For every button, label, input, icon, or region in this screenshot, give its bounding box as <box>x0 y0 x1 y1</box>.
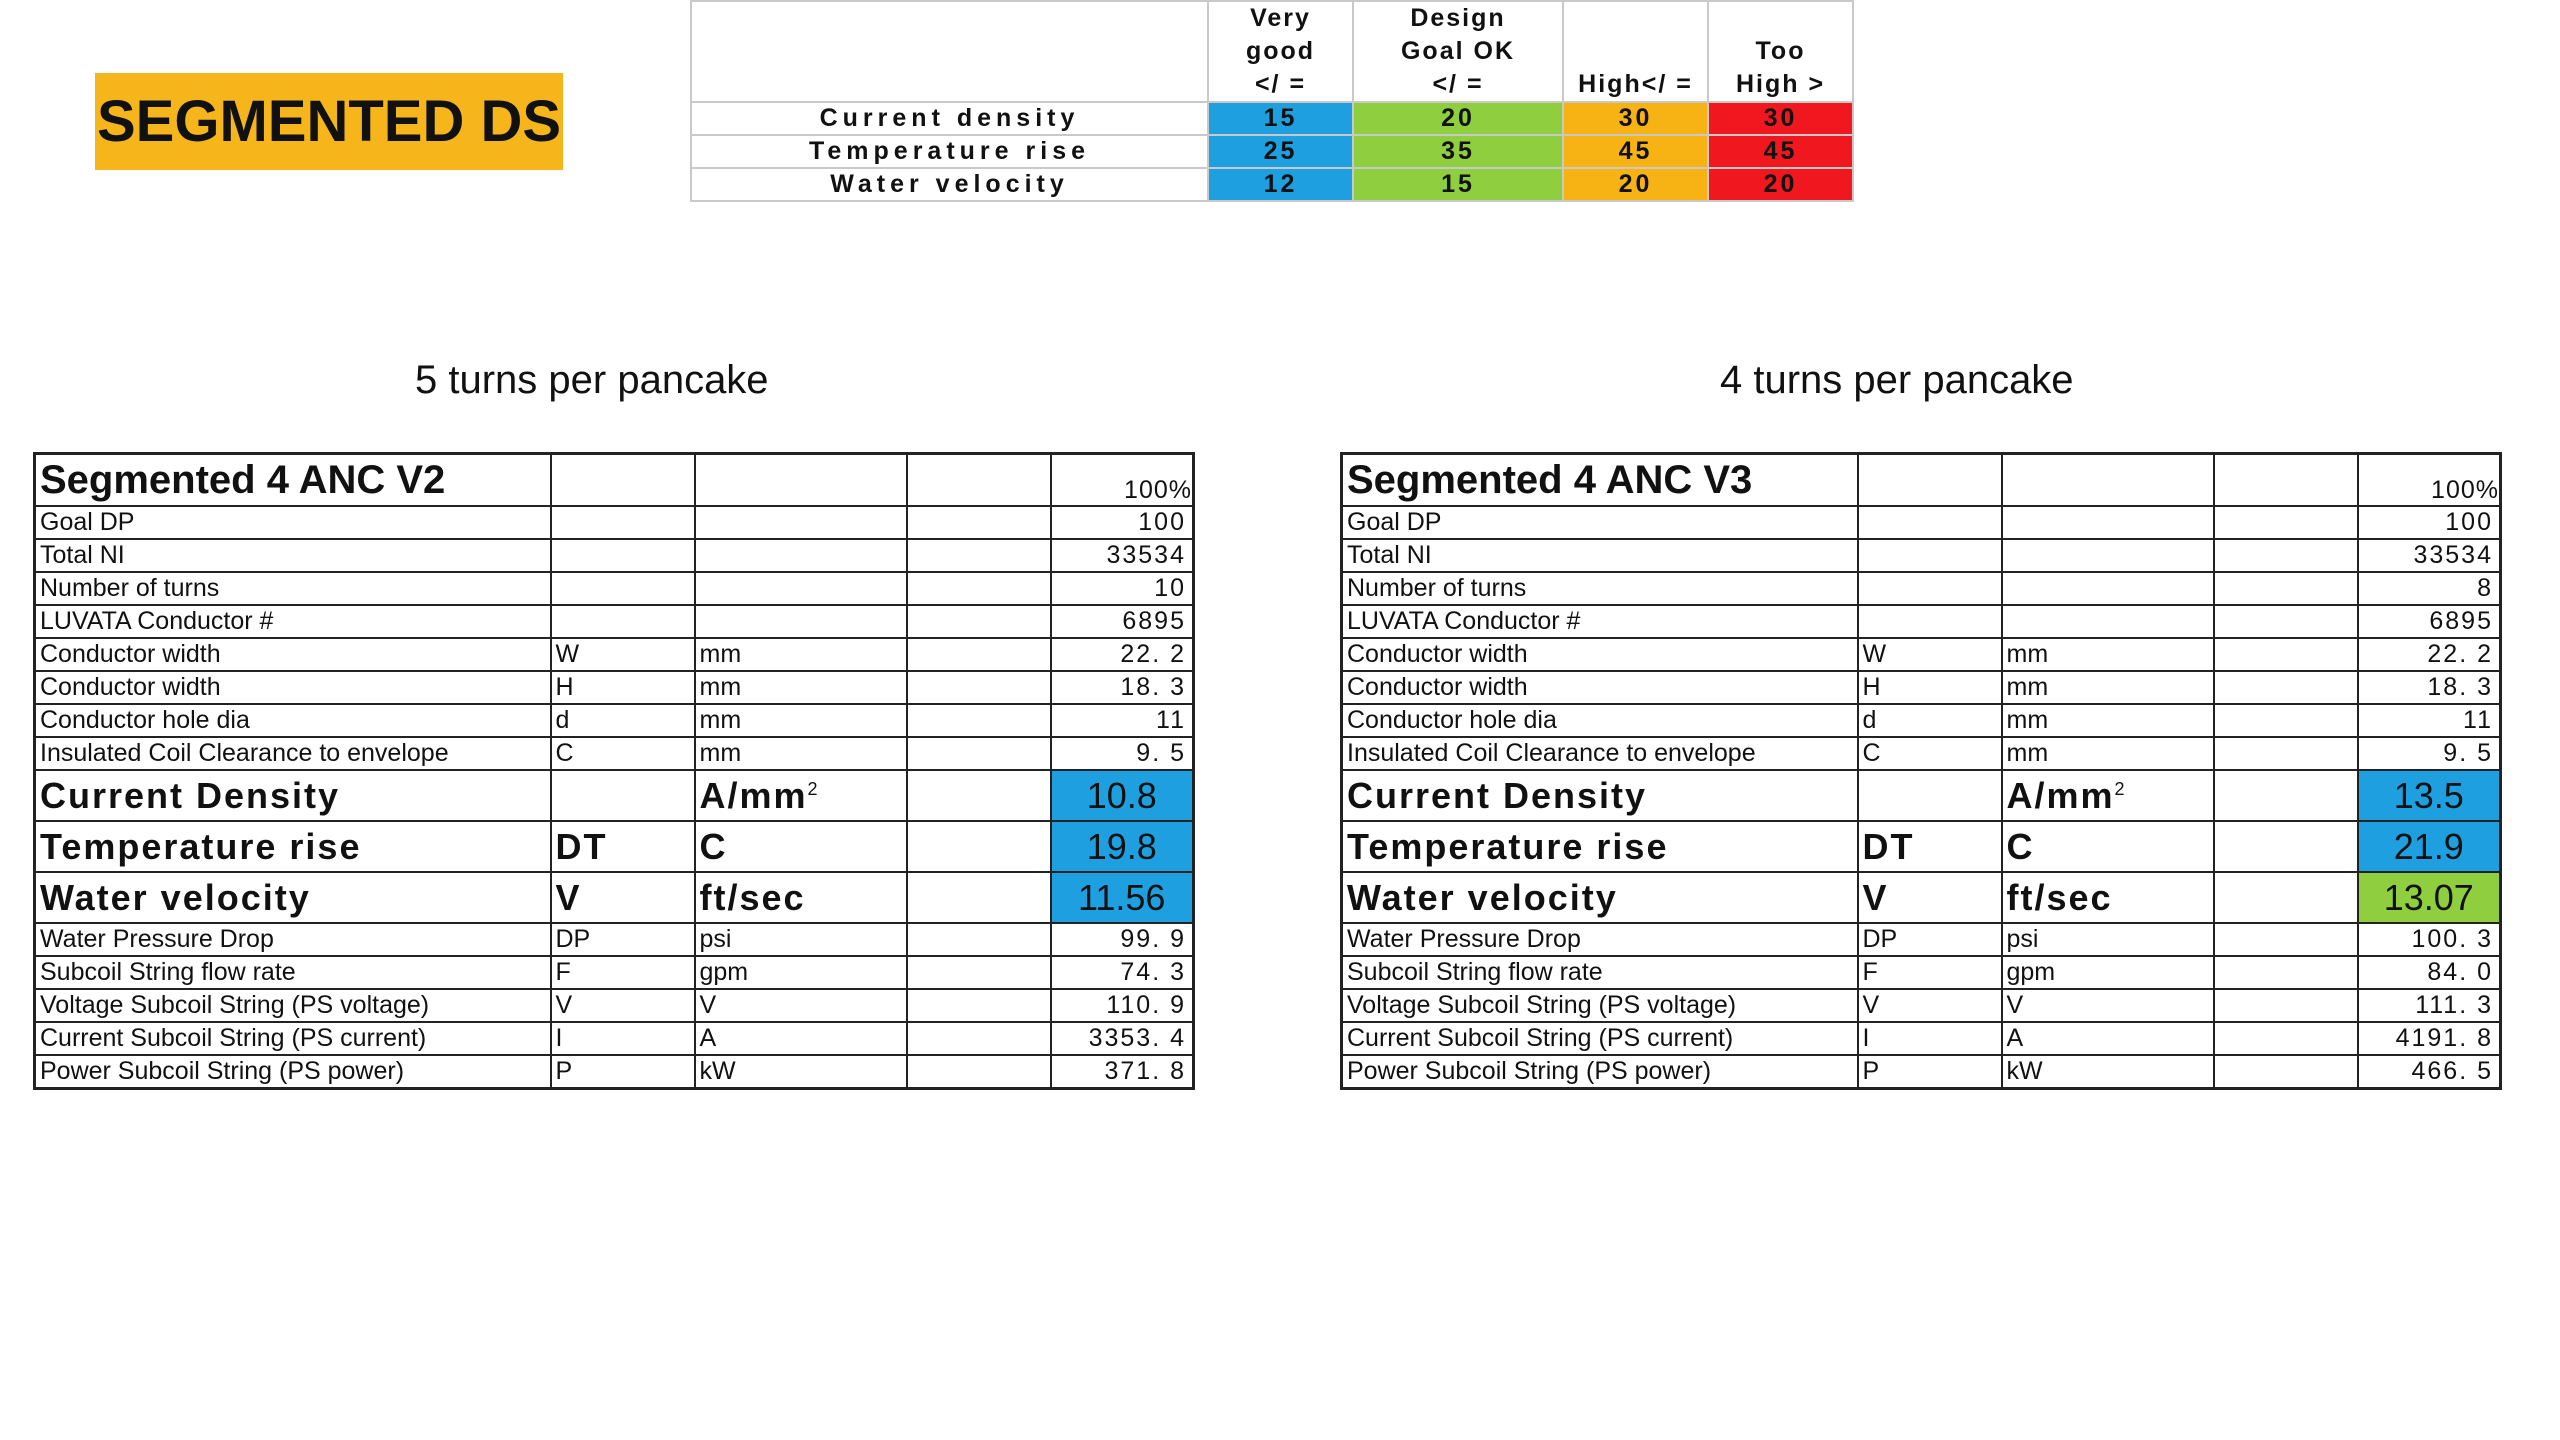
table-row <box>1342 539 2501 572</box>
row-value: 9. 5 <box>1051 737 1194 770</box>
empty-cell <box>2214 737 2358 770</box>
table-header-row <box>1342 454 2501 507</box>
row-label: Total NI <box>35 539 551 572</box>
empty-cell <box>907 956 1051 989</box>
legend-header-too-high-text: Too High > <box>1735 37 1826 98</box>
empty-cell <box>2214 454 2358 507</box>
metric-value: 13.5 <box>2358 770 2501 821</box>
table-row <box>1342 671 2501 704</box>
row-symbol <box>551 572 695 605</box>
table-row <box>35 506 1194 539</box>
table-row <box>1342 605 2501 638</box>
table-row <box>35 737 1194 770</box>
empty-cell <box>551 454 695 507</box>
metric-value: 10.8 <box>1051 770 1194 821</box>
table-row <box>1342 572 2501 605</box>
legend-header-design-ok <box>1353 1 1563 102</box>
empty-cell <box>2214 1055 2358 1089</box>
legend-row-label: Temperature rise <box>691 135 1208 168</box>
row-unit <box>2002 539 2214 572</box>
row-symbol: d <box>551 704 695 737</box>
row-symbol <box>1858 539 2002 572</box>
empty-cell <box>1858 454 2002 507</box>
metric-unit-superscript: 2 <box>807 778 820 799</box>
table-row <box>35 638 1194 671</box>
row-symbol <box>1858 506 2002 539</box>
row-label: Current Subcoil String (PS current) <box>1342 1022 1858 1055</box>
empty-cell <box>2214 605 2358 638</box>
table-row <box>1342 989 2501 1022</box>
design-name: Segmented 4 ANC V2 <box>35 454 551 507</box>
row-value: 111. 3 <box>2358 989 2501 1022</box>
row-symbol: I <box>1858 1022 2002 1055</box>
row-symbol: d <box>1858 704 2002 737</box>
row-label: Voltage Subcoil String (PS voltage) <box>35 989 551 1022</box>
empty-cell <box>907 638 1051 671</box>
empty-cell <box>907 605 1051 638</box>
legend-header-blank <box>691 1 1208 102</box>
right-section-caption: 4 turns per pancake <box>1720 358 2074 402</box>
metric-label: Water velocity <box>35 872 551 923</box>
empty-cell <box>2214 638 2358 671</box>
row-unit: psi <box>2002 923 2214 956</box>
empty-cell <box>2214 989 2358 1022</box>
empty-cell <box>2214 821 2358 872</box>
metric-label: Current Density <box>1342 770 1858 821</box>
threshold-legend-table <box>690 0 1854 202</box>
empty-cell <box>2214 770 2358 821</box>
legend-cell-design-ok: 35 <box>1353 135 1563 168</box>
table-row <box>35 671 1194 704</box>
row-symbol <box>1858 572 2002 605</box>
row-unit: mm <box>2002 638 2214 671</box>
empty-cell <box>907 1022 1051 1055</box>
row-label: Subcoil String flow rate <box>1342 956 1858 989</box>
metric-unit: ft/sec <box>2006 876 2113 918</box>
row-unit: mm <box>2002 671 2214 704</box>
metric-unit-cell <box>2002 770 2214 821</box>
metric-symbol <box>551 770 695 821</box>
row-unit: mm <box>695 638 907 671</box>
empty-cell <box>907 989 1051 1022</box>
row-symbol: DP <box>551 923 695 956</box>
row-label: Conductor width <box>1342 671 1858 704</box>
percent-cell: 100% <box>1051 454 1194 507</box>
metric-unit: C <box>2006 825 2035 867</box>
row-unit <box>2002 506 2214 539</box>
key-metric-row <box>1342 770 2501 821</box>
table-row <box>1342 506 2501 539</box>
row-symbol: C <box>1858 737 2002 770</box>
empty-cell <box>2214 1022 2358 1055</box>
row-label: Number of turns <box>35 572 551 605</box>
row-label: Conductor hole dia <box>1342 704 1858 737</box>
empty-cell <box>907 704 1051 737</box>
empty-cell <box>2214 539 2358 572</box>
legend-cell-high: 45 <box>1563 135 1708 168</box>
row-label: Insulated Coil Clearance to envelope <box>35 737 551 770</box>
legend-header-row <box>691 1 1853 102</box>
row-value: 6895 <box>2358 605 2501 638</box>
row-value: 10 <box>1051 572 1194 605</box>
row-unit <box>695 605 907 638</box>
metric-symbol <box>1858 770 2002 821</box>
table-row <box>35 956 1194 989</box>
row-label: Conductor width <box>1342 638 1858 671</box>
empty-cell <box>907 821 1051 872</box>
row-symbol: DP <box>1858 923 2002 956</box>
empty-cell <box>2214 923 2358 956</box>
metric-unit-superscript: 2 <box>2114 778 2127 799</box>
row-unit: kW <box>695 1055 907 1089</box>
metric-value: 11.56 <box>1051 872 1194 923</box>
metric-unit-cell <box>695 770 907 821</box>
row-symbol: H <box>1858 671 2002 704</box>
empty-cell <box>695 454 907 507</box>
metric-symbol: V <box>551 872 695 923</box>
key-metric-row <box>35 821 1194 872</box>
row-value: 22. 2 <box>2358 638 2501 671</box>
key-metric-row <box>35 872 1194 923</box>
row-symbol: V <box>551 989 695 1022</box>
empty-cell <box>2002 454 2214 507</box>
empty-cell <box>2214 572 2358 605</box>
row-label: LUVATA Conductor # <box>1342 605 1858 638</box>
empty-cell <box>907 923 1051 956</box>
legend-header-very-good <box>1208 1 1353 102</box>
table-header-row <box>35 454 1194 507</box>
percent-cell: 100% <box>2358 454 2501 507</box>
metric-value: 19.8 <box>1051 821 1194 872</box>
row-value: 100 <box>1051 506 1194 539</box>
legend-row-label: Current density <box>691 102 1208 135</box>
row-unit <box>2002 605 2214 638</box>
table-row <box>1342 638 2501 671</box>
empty-cell <box>907 872 1051 923</box>
metric-unit: A/mm <box>699 774 808 816</box>
table-row <box>35 704 1194 737</box>
row-unit: gpm <box>695 956 907 989</box>
row-label: Insulated Coil Clearance to envelope <box>1342 737 1858 770</box>
row-value: 33534 <box>2358 539 2501 572</box>
row-label: Voltage Subcoil String (PS voltage) <box>1342 989 1858 1022</box>
row-label: Conductor width <box>35 671 551 704</box>
row-label: LUVATA Conductor # <box>35 605 551 638</box>
row-symbol <box>551 539 695 572</box>
metric-label: Current Density <box>35 770 551 821</box>
row-label: Power Subcoil String (PS power) <box>35 1055 551 1089</box>
row-label: Total NI <box>1342 539 1858 572</box>
row-unit: A <box>695 1022 907 1055</box>
table-row <box>1342 737 2501 770</box>
legend-cell-design-ok: 20 <box>1353 102 1563 135</box>
legend-cell-too-high: 45 <box>1708 135 1853 168</box>
row-label: Conductor width <box>35 638 551 671</box>
row-symbol: W <box>551 638 695 671</box>
metric-unit-cell <box>695 872 907 923</box>
row-symbol <box>1858 605 2002 638</box>
row-value: 100. 3 <box>2358 923 2501 956</box>
empty-cell <box>907 671 1051 704</box>
metric-label: Temperature rise <box>1342 821 1858 872</box>
table-row <box>1342 704 2501 737</box>
row-label: Water Pressure Drop <box>1342 923 1858 956</box>
row-symbol <box>551 506 695 539</box>
legend-row-label: Water velocity <box>691 168 1208 201</box>
metric-unit: ft/sec <box>699 876 806 918</box>
table-row <box>1342 956 2501 989</box>
row-symbol: F <box>1858 956 2002 989</box>
metric-label: Water velocity <box>1342 872 1858 923</box>
row-unit <box>695 539 907 572</box>
table-row <box>35 923 1194 956</box>
row-label: Power Subcoil String (PS power) <box>1342 1055 1858 1089</box>
row-value: 22. 2 <box>1051 638 1194 671</box>
row-value: 11 <box>2358 704 2501 737</box>
metric-unit-cell <box>2002 872 2214 923</box>
row-unit: kW <box>2002 1055 2214 1089</box>
row-symbol: V <box>1858 989 2002 1022</box>
legend-cell-too-high: 30 <box>1708 102 1853 135</box>
row-unit: mm <box>695 737 907 770</box>
legend-row-current-density <box>691 102 1853 135</box>
row-value: 18. 3 <box>1051 671 1194 704</box>
row-symbol <box>551 605 695 638</box>
row-value: 84. 0 <box>2358 956 2501 989</box>
legend-cell-very-good: 25 <box>1208 135 1353 168</box>
row-unit: A <box>2002 1022 2214 1055</box>
row-unit: mm <box>2002 737 2214 770</box>
metric-unit: C <box>699 825 728 867</box>
metric-symbol: DT <box>1858 821 2002 872</box>
row-unit <box>695 506 907 539</box>
page-title-badge: SEGMENTED DS <box>95 73 563 170</box>
legend-cell-high: 30 <box>1563 102 1708 135</box>
empty-cell <box>907 737 1051 770</box>
row-unit: mm <box>695 671 907 704</box>
row-value: 6895 <box>1051 605 1194 638</box>
row-value: 371. 8 <box>1051 1055 1194 1089</box>
row-label: Current Subcoil String (PS current) <box>35 1022 551 1055</box>
row-value: 9. 5 <box>2358 737 2501 770</box>
empty-cell <box>2214 506 2358 539</box>
left-design-table <box>33 452 1195 1090</box>
right-design-table <box>1340 452 2502 1090</box>
legend-header-too-high <box>1708 1 1853 102</box>
legend-header-design-ok-text: Design Goal OK </ = <box>1400 4 1515 98</box>
row-label: Number of turns <box>1342 572 1858 605</box>
row-symbol: H <box>551 671 695 704</box>
legend-cell-design-ok: 15 <box>1353 168 1563 201</box>
row-symbol: F <box>551 956 695 989</box>
row-unit: gpm <box>2002 956 2214 989</box>
row-unit <box>695 572 907 605</box>
table-row <box>35 989 1194 1022</box>
metric-symbol: DT <box>551 821 695 872</box>
legend-header-very-good-text: Very good </ = <box>1245 4 1316 98</box>
row-label: Subcoil String flow rate <box>35 956 551 989</box>
row-unit <box>2002 572 2214 605</box>
metric-symbol: V <box>1858 872 2002 923</box>
row-symbol: P <box>1858 1055 2002 1089</box>
row-label: Water Pressure Drop <box>35 923 551 956</box>
table-row <box>1342 1055 2501 1089</box>
table-row <box>35 539 1194 572</box>
empty-cell <box>2214 704 2358 737</box>
metric-unit-cell <box>2002 821 2214 872</box>
legend-cell-high: 20 <box>1563 168 1708 201</box>
row-label: Goal DP <box>1342 506 1858 539</box>
row-value: 100 <box>2358 506 2501 539</box>
row-value: 74. 3 <box>1051 956 1194 989</box>
metric-unit: A/mm <box>2006 774 2115 816</box>
left-section-caption: 5 turns per pancake <box>415 358 769 402</box>
table-row <box>35 605 1194 638</box>
empty-cell <box>2214 872 2358 923</box>
table-row <box>35 572 1194 605</box>
table-row <box>35 1055 1194 1089</box>
row-value: 110. 9 <box>1051 989 1194 1022</box>
empty-cell <box>907 506 1051 539</box>
empty-cell <box>907 572 1051 605</box>
legend-cell-too-high: 20 <box>1708 168 1853 201</box>
legend-row-water-velocity <box>691 168 1853 201</box>
row-symbol: C <box>551 737 695 770</box>
row-unit: V <box>2002 989 2214 1022</box>
row-label: Goal DP <box>35 506 551 539</box>
metric-unit-cell <box>695 821 907 872</box>
empty-cell <box>907 539 1051 572</box>
row-value: 466. 5 <box>2358 1055 2501 1089</box>
row-symbol: W <box>1858 638 2002 671</box>
key-metric-row <box>1342 872 2501 923</box>
table-row <box>1342 1022 2501 1055</box>
row-value: 3353. 4 <box>1051 1022 1194 1055</box>
empty-cell <box>907 454 1051 507</box>
row-unit: psi <box>695 923 907 956</box>
row-unit: mm <box>2002 704 2214 737</box>
empty-cell <box>907 1055 1051 1089</box>
row-value: 99. 9 <box>1051 923 1194 956</box>
row-value: 8 <box>2358 572 2501 605</box>
row-symbol: P <box>551 1055 695 1089</box>
legend-header-high <box>1563 1 1708 102</box>
row-value: 18. 3 <box>2358 671 2501 704</box>
metric-value: 13.07 <box>2358 872 2501 923</box>
row-value: 11 <box>1051 704 1194 737</box>
design-name: Segmented 4 ANC V3 <box>1342 454 1858 507</box>
row-unit: mm <box>695 704 907 737</box>
legend-cell-very-good: 15 <box>1208 102 1353 135</box>
key-metric-row <box>1342 821 2501 872</box>
legend-row-temperature-rise <box>691 135 1853 168</box>
empty-cell <box>2214 956 2358 989</box>
row-value: 33534 <box>1051 539 1194 572</box>
row-label: Conductor hole dia <box>35 704 551 737</box>
row-unit: V <box>695 989 907 1022</box>
legend-header-high-text: High</ = <box>1578 70 1693 98</box>
key-metric-row <box>35 770 1194 821</box>
row-symbol: I <box>551 1022 695 1055</box>
metric-label: Temperature rise <box>35 821 551 872</box>
empty-cell <box>907 770 1051 821</box>
table-row <box>35 1022 1194 1055</box>
empty-cell <box>2214 671 2358 704</box>
metric-value: 21.9 <box>2358 821 2501 872</box>
legend-cell-very-good: 12 <box>1208 168 1353 201</box>
row-value: 4191. 8 <box>2358 1022 2501 1055</box>
table-row <box>1342 923 2501 956</box>
